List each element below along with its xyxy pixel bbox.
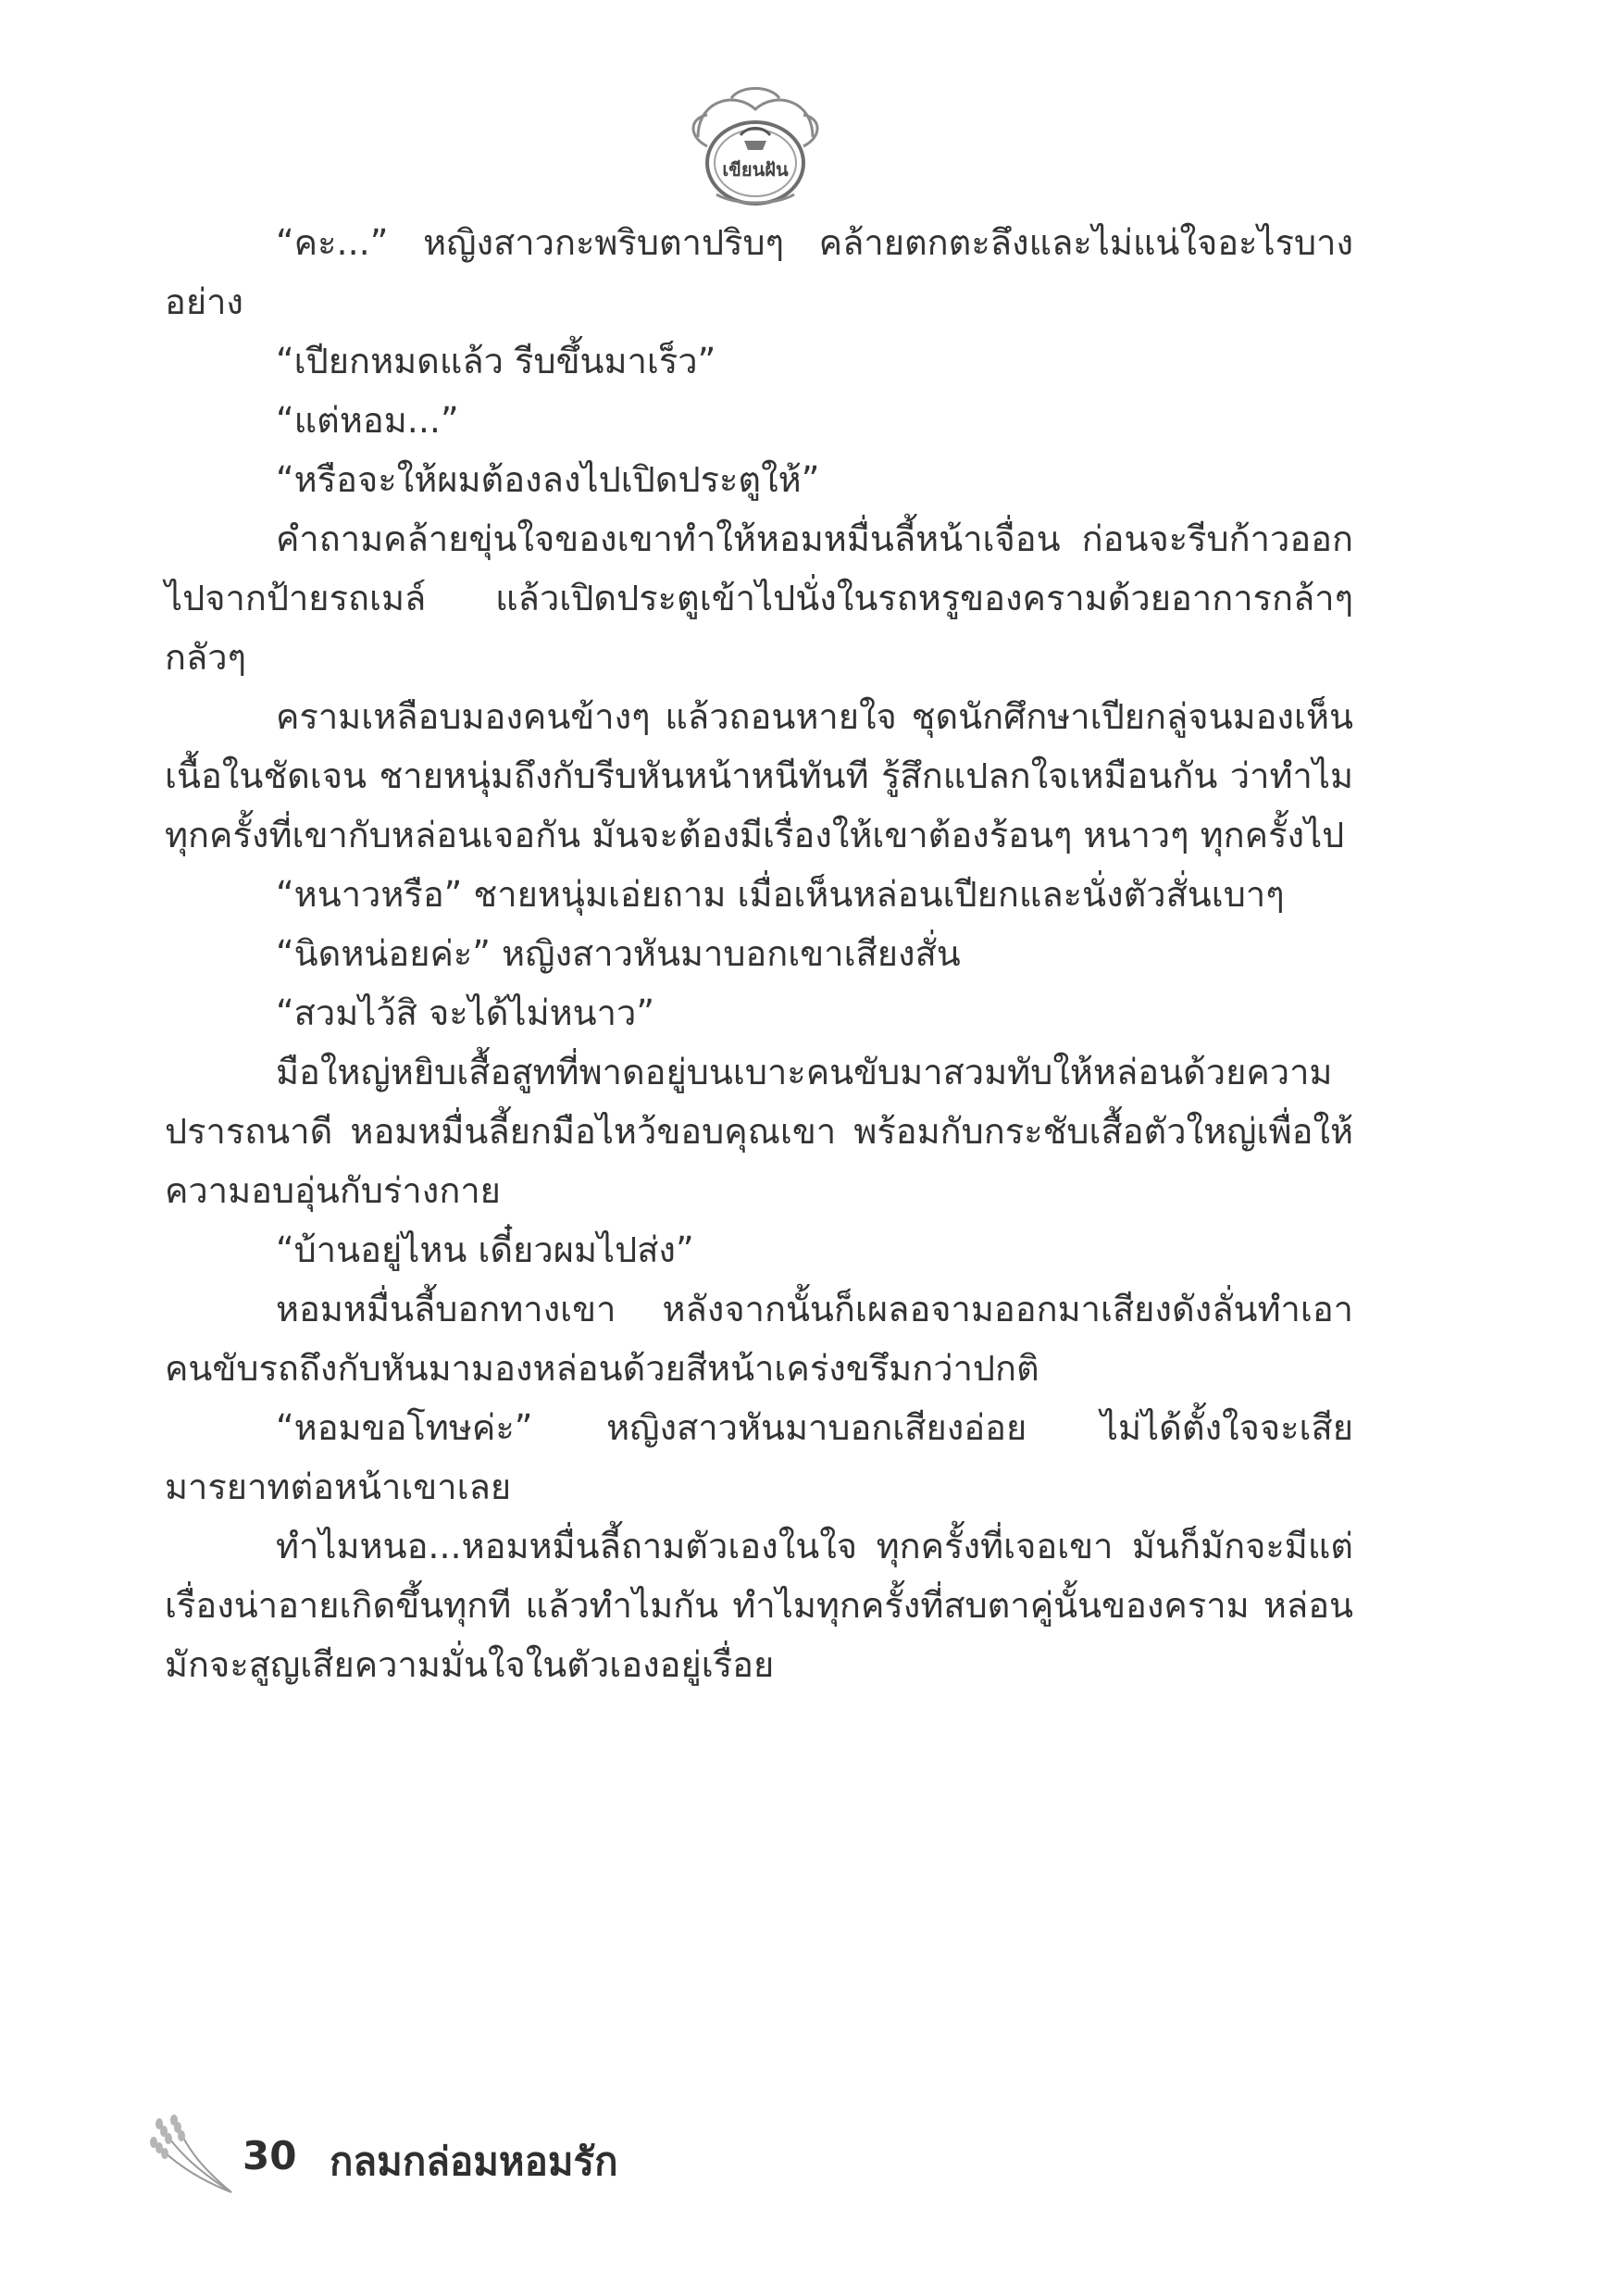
paragraph: “คะ...” หญิงสาวกะพริบตาปริบๆ คล้ายตกตะลึงและไม่แน่ใจอะไรบางอย่าง	[165, 222, 1353, 322]
paragraph: “หนาวหรือ” ชายหนุ่มเอ่ยถาม เมื่อเห็นหล่อนเปียกและนั่งตัวสั่นเบาๆ	[276, 874, 1285, 915]
page-number: 30	[243, 2133, 297, 2178]
paragraph: “นิดหน่อยค่ะ” หญิงสาวหันมาบอกเขาเสียงสั่น	[276, 933, 961, 974]
paragraph: คำถามคล้ายขุ่นใจของเขาทำให้หอมหมื่นลี้หน้าเจื่อน ก่อนจะรีบก้าวออกไปจากป้ายรถเมล์ แล้วเปิดประตูเข้าไปนั่งในรถหรูของครามด้วยอาการกล้าๆ กลัวๆ	[165, 518, 1353, 678]
page-footer	[148, 2113, 889, 2196]
paragraph: ครามเหลือบมองคนข้างๆ แล้วถอนหายใจ ชุดนักศึกษาเปียกลู่จนมองเห็นเนื้อในชัดเจน ชายหนุ่มถึงกับรีบหันหน้าหนีทันที รู้สึกแปลกใจเหมือนกัน ว่าทำไมทุกครั้งที่เขากับหล่อนเจอกัน มันจะต้องมีเรื่องให้เขาต้องร้อนๆ หนาวๆ ทุกครั้งไป	[165, 696, 1353, 855]
paragraph: หอมหมื่นลี้บอกทางเขา หลังจากนั้นก็เผลอจามออกมาเสียงดังลั่นทำเอาคนขับรถถึงกับหันมามองหล่อนด้วยสีหน้าเคร่งขรึมกว่าปกติ	[165, 1289, 1353, 1389]
paragraph: “หรือจะให้ผมต้องลงไปเปิดประตูให้”	[276, 459, 820, 500]
paragraph: “แต่หอม...”	[276, 400, 459, 441]
header-emblem	[679, 81, 831, 211]
paragraph: มือใหญ่หยิบเสื้อสูทที่พาดอยู่บนเบาะคนขับมาสวมทับให้หล่อนด้วยความปรารถนาดี หอมหมื่นลี้ยกมือไหว้ขอบคุณเขา พร้อมกับกระชับเสื้อตัวใหญ่เพื่อให้ความอบอุ่นกับร่างกาย	[165, 1052, 1353, 1211]
paragraph: ทำไมหนอ...หอมหมื่นลี้ถามตัวเองในใจ ทุกครั้งที่เจอเขา มันก็มักจะมีแต่เรื่องน่าอายเกิดขึ้นทุกที แล้วทำไมกัน ทำไมทุกครั้งที่สบตาคู่นั้นของคราม หล่อนมักจะสูญเสียความมั่นใจในตัวเองอยู่เรื่อย	[165, 1526, 1353, 1685]
paragraph: “บ้านอยู่ไหน เดี๋ยวผมไปส่ง”	[276, 1229, 694, 1270]
lavender-sprig-icon	[148, 2113, 241, 2196]
book-title: กลมกล่อมหอมรัก	[330, 2139, 618, 2184]
paragraph: “เปียกหมดแล้ว รีบขึ้นมาเร็ว”	[276, 341, 716, 381]
paragraph: “หอมขอโทษค่ะ” หญิงสาวหันมาบอกเสียงอ่อย ไม่ได้ตั้งใจจะเสียมารยาทต่อหน้าเขาเลย	[165, 1407, 1353, 1507]
emblem-ornament-icon	[679, 81, 831, 211]
page-body	[165, 213, 1353, 1694]
emblem-text: เขียนฝัน	[722, 158, 789, 181]
paragraph: “สวมไว้สิ จะได้ไม่หนาว”	[276, 992, 655, 1033]
